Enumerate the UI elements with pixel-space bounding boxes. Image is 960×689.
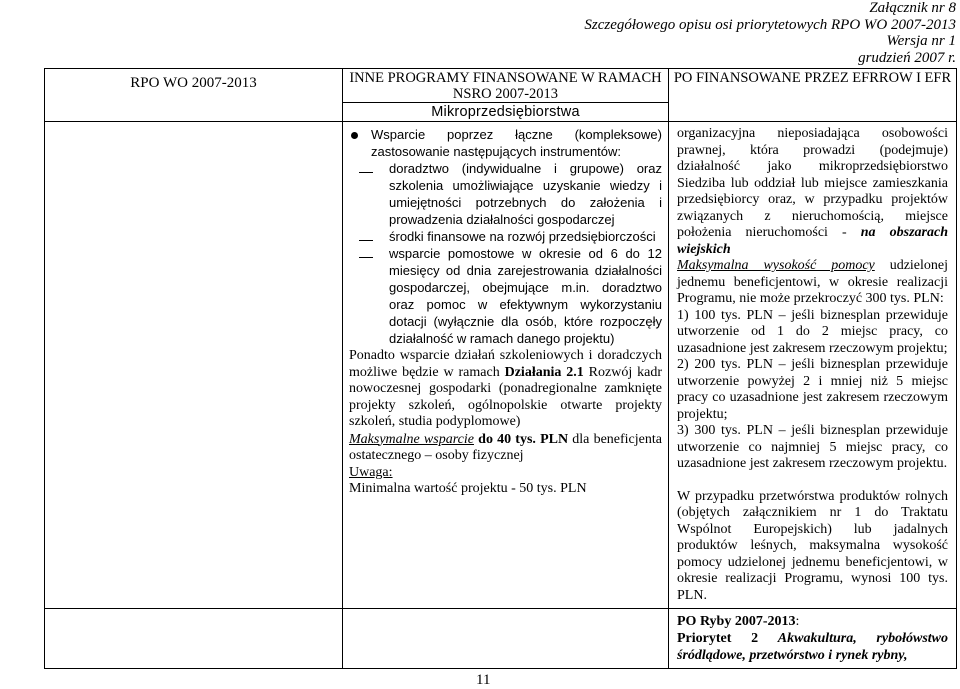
document-header <box>584 0 956 66</box>
efrrow-cell <box>669 122 957 609</box>
dash-icon <box>349 228 389 245</box>
spacer <box>677 473 948 489</box>
dash-icon <box>349 160 389 228</box>
rpo-cell <box>45 122 343 609</box>
eligibility-paragraph <box>677 126 948 258</box>
priority-label: Priorytet 2 <box>677 631 759 646</box>
dash-text-1: doradztwo (indywidualne i grupowe) oraz szkolenia umożliwiające uzyskanie wiedzy i umiejętności potrzebnych do założenia i prowadzenia działalności gospodarczej <box>389 161 662 227</box>
additional-support-paragraph <box>349 348 662 431</box>
ryby-priority <box>677 630 948 664</box>
rural-areas-text: na obszarach wiejskich <box>677 225 948 257</box>
processing-paragraph: W przypadku przetwórstwa produktów rolnych (objętych załącznikiem nr 1 do Traktatu Wspólnot Europejskich) lub jadalnych produktów leśnych, maksymalna wysokość pomocy udzielonej jednemu beneficjentowi, w okresie realizacji Programu, wynosi 100 tys. PLN. <box>677 488 948 603</box>
action-reference: Działania 2.1 <box>504 364 584 380</box>
dash-item <box>349 228 662 245</box>
aid-item-1: 1) 100 tys. PLN – jeśli biznesplan przewiduje utworzenie od 1 do 2 miejsc pracy, co uzasadnione jest zakresem rzeczowym projektu; <box>677 307 948 356</box>
dash-icon <box>349 245 389 347</box>
max-support-label: Maksymalne wsparcie <box>349 431 474 447</box>
ryby-colon: : <box>795 614 800 629</box>
min-value-text: Minimalna wartość projektu - 50 tys. PLN <box>349 481 587 496</box>
para-text-rest: Rozwój kadr nowoczesnej gospodarki (ponadregionalne zamknięte projekty szkoleń, ogólnopolskie otwarte projekty szkoleń, studia podyplomowe) <box>349 364 662 429</box>
empty-cell <box>343 609 669 669</box>
col-other-programs-header: INNE PROGRAMY FINANSOWANE W RAMACH NSRO 2007-2013 <box>343 69 669 103</box>
ryby-row <box>45 609 957 669</box>
max-aid-paragraph <box>677 258 948 308</box>
aid-item-3: 3) 300 tys. PLN – jeśli biznesplan przewiduje utworzenie co najmniej 5 miejsc pracy, co uzasadnione jest zakresem rzeczowym projektu. <box>677 423 948 471</box>
dash-text-2: środki finansowe na rozwój przedsiębiorczości <box>389 229 656 244</box>
page-number: 11 <box>476 672 491 688</box>
note-label: Uwaga: <box>349 464 393 480</box>
empty-cell <box>45 609 343 669</box>
max-support-paragraph <box>349 432 662 465</box>
ryby-title-line <box>677 613 948 630</box>
bullet-icon <box>349 126 371 160</box>
bullet-text: Wsparcie poprzez łączne (kompleksowe) zastosowanie następujących instrumentów: <box>371 127 662 159</box>
max-aid-label: Maksymalna wysokość pomocy <box>677 258 875 273</box>
comparison-table <box>44 68 957 669</box>
header-version: Wersja nr 1 <box>886 33 956 49</box>
col-efrrow-header: PO FINANSOWANE PRZEZ EFRROW I EFR <box>669 69 957 122</box>
section-title: Mikroprzedsiębiorstwa <box>343 103 669 122</box>
header-description: Szczegółowego opisu osi priorytetowych RPO WO 2007-2013 <box>584 16 956 33</box>
dash-item <box>349 245 662 347</box>
max-aid-rest: udzielonej jednemu beneficjentowi, w okresie realizacji Programu, nie może przekroczyć 300 tys. PLN: <box>677 258 949 306</box>
ryby-cell <box>669 609 957 669</box>
bullet-item <box>349 126 662 160</box>
priority-text: Akwakultura, rybołówstwo śródlądowe, przetwórstwo i rynek rybny, <box>677 631 948 663</box>
eligibility-text: organizacyjna nieposiadająca osobowości prawnej, która prowadzi (podejmuje) działalność jako mikroprzedsiębiorstwo Siedziba lub oddział lub miejsce zamieszkania przedsiębiorcy oraz, w przypadku projektów związanych z nieruchomością, miejsce położenia nieruchomości - <box>677 126 948 240</box>
aid-item-2: 2) 200 tys. PLN – jeśli biznesplan przewiduje utworzenie powyżej 2 i mniej niż 5 miejsc pracy co uzasadnione jest zakresem rzeczowym projektu; <box>677 357 948 422</box>
header-annex: Załącznik nr 8 <box>869 0 956 16</box>
table-body-row <box>45 122 957 609</box>
max-support-rest: dla beneficjenta ostatecznego – osoby fizycznej <box>349 431 662 463</box>
col-rpo-header <box>45 69 343 122</box>
dash-item <box>349 160 662 228</box>
other-programs-cell <box>343 122 669 609</box>
rpo-header-label: RPO WO 2007-2013 <box>130 75 257 91</box>
para-text: Ponadto wsparcie działań szkoleniowych i doradczych możliwe będzie w ramach <box>349 348 662 380</box>
ryby-title: PO Ryby 2007-2013 <box>677 614 796 629</box>
dash-text-3: wsparcie pomostowe w okresie od 6 do 12 miesięcy od dnia zarejestrowania działalności gospodarczej, obejmujące m.in. doradztwo oraz pomoc w efektywnym wykorzystaniu dotacji (wyłącznie dla osób, które rozpoczęły działalność w ramach danego projektu) <box>389 246 662 346</box>
table-header-row <box>45 69 957 103</box>
max-support-value: do 40 tys. PLN <box>473 431 569 447</box>
header-date: grudzień 2007 r. <box>858 49 956 66</box>
